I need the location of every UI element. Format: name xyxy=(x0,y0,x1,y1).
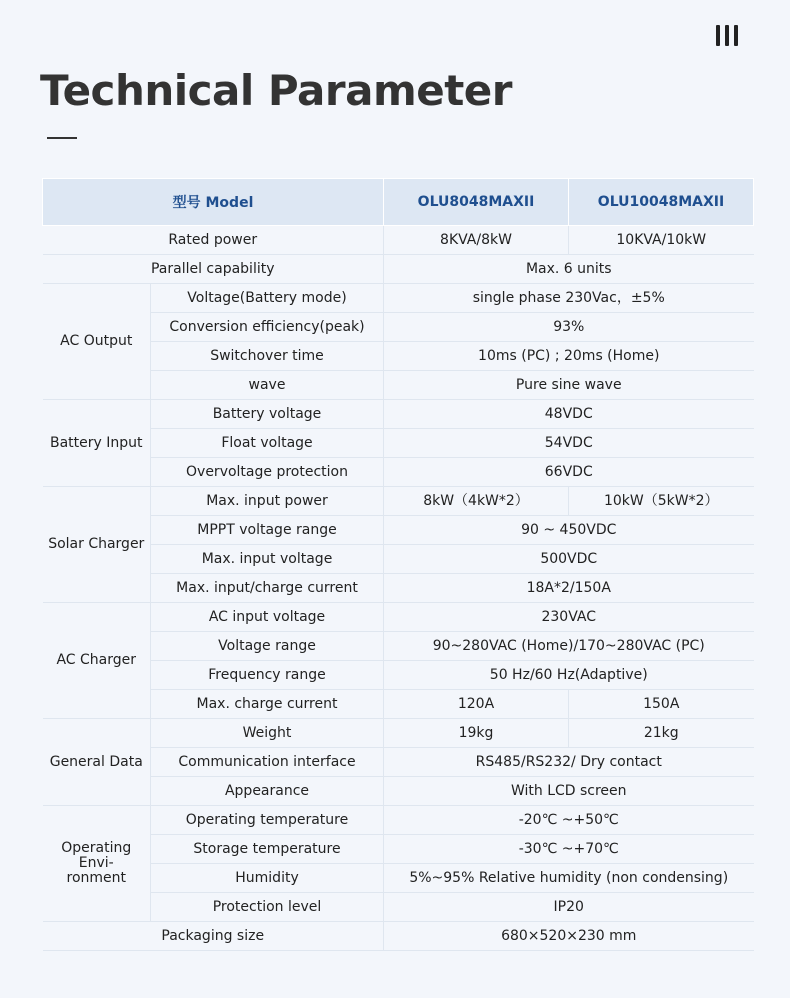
table-header-row xyxy=(43,179,754,226)
row-value: 54VDC xyxy=(384,429,754,458)
group-label-line: ronment xyxy=(66,870,126,886)
group-label-line: Operating Envi- xyxy=(61,840,132,871)
row-label: Packaging size xyxy=(43,922,384,951)
row-label: Max. input power xyxy=(151,487,384,516)
row-label: Battery voltage xyxy=(151,400,384,429)
row-value: 90 ~ 450VDC xyxy=(384,516,754,545)
row-value: 21kg xyxy=(569,719,754,748)
table-row xyxy=(43,487,754,516)
menu-icon[interactable] xyxy=(716,25,738,47)
row-value: 680×520×230 mm xyxy=(384,922,754,951)
group-ac-output: AC Output xyxy=(43,284,151,400)
row-value: 500VDC xyxy=(384,545,754,574)
row-label: Float voltage xyxy=(151,429,384,458)
row-value: 230VAC xyxy=(384,603,754,632)
row-label: Max. input/charge current xyxy=(151,574,384,603)
row-value: 18A*2/150A xyxy=(384,574,754,603)
row-value: 10kW（5kW*2） xyxy=(569,487,754,516)
row-value: -30℃ ~+70℃ xyxy=(384,835,754,864)
menu-bar xyxy=(725,25,729,46)
table-row xyxy=(43,806,754,835)
row-value: 8KVA/8kW xyxy=(384,226,569,255)
row-label: Parallel capability xyxy=(43,255,384,284)
row-label: Operating temperature xyxy=(151,806,384,835)
spec-table xyxy=(42,178,754,951)
row-value: 93% xyxy=(384,313,754,342)
table-row xyxy=(43,922,754,951)
row-value: 120A xyxy=(384,690,569,719)
row-label: Frequency range xyxy=(151,661,384,690)
row-value: With LCD screen xyxy=(384,777,754,806)
row-label: AC input voltage xyxy=(151,603,384,632)
header-model-1: OLU8048MAXII xyxy=(384,179,569,226)
row-label: Humidity xyxy=(151,864,384,893)
row-label: Conversion efficiency(peak) xyxy=(151,313,384,342)
row-label: wave xyxy=(151,371,384,400)
table-row xyxy=(43,603,754,632)
table-row xyxy=(43,719,754,748)
table-row xyxy=(43,255,754,284)
row-value: 66VDC xyxy=(384,458,754,487)
row-value: 50 Hz/60 Hz(Adaptive) xyxy=(384,661,754,690)
menu-bar xyxy=(734,25,738,46)
row-label: Weight xyxy=(151,719,384,748)
row-label: Storage temperature xyxy=(151,835,384,864)
row-value: 48VDC xyxy=(384,400,754,429)
row-value: 150A xyxy=(569,690,754,719)
group-battery-input: Battery Input xyxy=(43,400,151,487)
group-general-data: General Data xyxy=(43,719,151,806)
row-label: Switchover time xyxy=(151,342,384,371)
row-value: 90~280VAC (Home)/170~280VAC (PC) xyxy=(384,632,754,661)
page-title: Technical Parameter xyxy=(40,66,512,115)
row-value: Pure sine wave xyxy=(384,371,754,400)
header-model-2: OLU10048MAXII xyxy=(569,179,754,226)
header-model: 型号 Model xyxy=(43,179,384,226)
row-label: Protection level xyxy=(151,893,384,922)
group-ac-charger: AC Charger xyxy=(43,603,151,719)
row-label: Appearance xyxy=(151,777,384,806)
table-row xyxy=(43,226,754,255)
group-operating-environment xyxy=(43,806,151,922)
row-label: Voltage(Battery mode) xyxy=(151,284,384,313)
row-value: single phase 230Vac，±5% xyxy=(384,284,754,313)
row-value: RS485/RS232/ Dry contact xyxy=(384,748,754,777)
table-row xyxy=(43,400,754,429)
row-label: Max. charge current xyxy=(151,690,384,719)
row-value: Max. 6 units xyxy=(384,255,754,284)
group-solar-charger: Solar Charger xyxy=(43,487,151,603)
menu-bar xyxy=(716,25,720,46)
row-label: Voltage range xyxy=(151,632,384,661)
row-value: 5%~95% Relative humidity (non condensing) xyxy=(384,864,754,893)
row-label: Overvoltage protection xyxy=(151,458,384,487)
row-label: MPPT voltage range xyxy=(151,516,384,545)
row-value: IP20 xyxy=(384,893,754,922)
row-label: Communication interface xyxy=(151,748,384,777)
title-divider xyxy=(47,137,77,139)
row-value: -20℃ ~+50℃ xyxy=(384,806,754,835)
row-label: Max. input voltage xyxy=(151,545,384,574)
row-value: 10ms (PC) ; 20ms (Home) xyxy=(384,342,754,371)
row-value: 19kg xyxy=(384,719,569,748)
table-row xyxy=(43,284,754,313)
row-value: 8kW（4kW*2） xyxy=(384,487,569,516)
row-label: Rated power xyxy=(43,226,384,255)
row-value: 10KVA/10kW xyxy=(569,226,754,255)
